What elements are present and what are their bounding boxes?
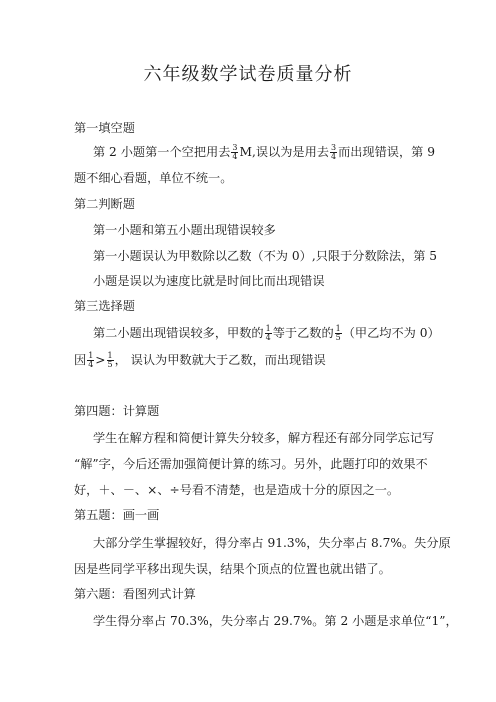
choice-text-e: ， 误认为甲数就大于乙数，而出现错误 (114, 353, 326, 367)
choice-text-c: （甲乙均不为 0） (342, 326, 440, 340)
calculation-line-3: 好，＋、－、×、÷号看不清楚，也是造成十分的原因之一。 (74, 483, 400, 497)
fill-in-line-1 (93, 143, 436, 161)
true-false-line-3: 小题是误以为速度比就是时间比而出现错误 (93, 274, 325, 288)
true-false-line-1: 第一小题和第五小题出现错误较多 (93, 223, 276, 237)
fraction: $\frac{1}{4}$ (88, 351, 94, 369)
calculation-line-1: 学生在解方程和简便计算失分较多，解方程还有部分同学忘记写 (93, 431, 435, 445)
section-heading-picture-problem: 第六题：看图列式计算 (74, 587, 196, 601)
fraction: $\frac{3}{4}$ (330, 143, 337, 161)
fraction: $\frac{1}{5}$ (335, 324, 341, 342)
fraction: $\frac{3}{4}$ (232, 143, 238, 161)
drawing-line-2: 因是些同学平移出现失误，结果个顶点的位置也就出错了。 (74, 562, 391, 576)
section-heading-multiple-choice: 第三选择题 (74, 299, 135, 313)
calculation-line-2: “解”字，今后还需加强简便计算的练习。另外，此题打印的效果不 (74, 457, 428, 471)
choice-text-d: 因 (74, 353, 87, 367)
fraction: $\frac{1}{4}$ (265, 324, 271, 342)
section-heading-fill-in: 第一填空题 (74, 121, 135, 135)
section-heading-drawing: 第五题：画一画 (74, 508, 160, 522)
fraction: $\frac{1}{5}$ (107, 351, 113, 369)
section-heading-calculation: 第四题：计算题 (74, 404, 160, 418)
greater-than-sign: > (95, 353, 106, 367)
fill-in-line-2: 题不细心看题，单位不统一。 (74, 171, 233, 185)
choice-text-a: 第二小题出现错误较多，甲数的 (93, 326, 264, 340)
section-heading-true-false: 第二判断题 (74, 197, 135, 211)
choice-line-2 (74, 352, 326, 369)
choice-line-1 (93, 325, 440, 342)
true-false-line-2: 第一小题误认为甲数除以乙数（不为 0）,只限于分数除法，第 5 (93, 249, 438, 263)
picture-problem-line-1: 学生得分率占 70.3%，失分率占 29.7%。第 2 小题是求单位“1”， (93, 614, 458, 628)
fill-in-text-b: M,误以为是用去 (239, 145, 329, 159)
drawing-line-1: 大部分学生掌握较好，得分率占 91.3%，失分率占 8.7%。失分原 (93, 536, 451, 550)
fill-in-text-a: 第 2 小题第一个空把用去 (93, 145, 231, 159)
choice-text-b: 等于乙数的 (272, 326, 334, 340)
fill-in-text-c: 而出现错误，第 9 (338, 145, 436, 159)
document-title: 六年级数学试卷质量分析 (143, 64, 353, 85)
